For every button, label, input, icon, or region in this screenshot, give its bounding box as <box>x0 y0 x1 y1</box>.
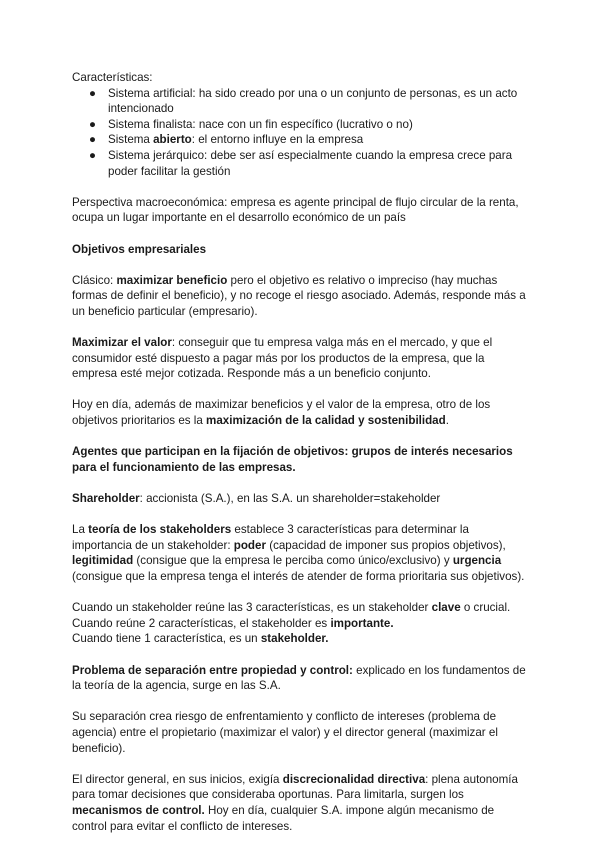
cuando-line-2: Cuando reúne 2 características, el stakeholder es importante. <box>72 616 394 630</box>
caracteristicas-list <box>72 86 532 180</box>
problema-paragraph: Problema de separación entre propiedad y control: explicado en los fundamentos de la teoría de la agencia, surge en las S.A. <box>72 663 526 693</box>
bullet-icon: ● <box>89 86 97 100</box>
document-page <box>72 70 532 834</box>
perspectiva-paragraph: Perspectiva macroeconómica: empresa es agente principal de flujo circular de la renta, ocupa un lugar importante en el desarrollo económico de un país <box>72 195 519 225</box>
maximizar-valor-paragraph: Maximizar el valor: conseguir que tu empresa valga más en el mercado, y que el consumidor esté dispuesto a pagar más por los productos de la empresa, que la empresa esté mejor cotizada. Responde más a un beneficio conjunto. <box>72 336 493 381</box>
agentes-heading: Agentes que participan en la fijación de objetivos: grupos de interés necesarios para el funcionamiento de las empresas. <box>72 445 513 474</box>
separacion-paragraph: Su separación crea riesgo de enfrentamiento y conflicto de intereses (problema de agencia) entre el propietario (maximizar el valor) y el director general (maximizar el beneficio). <box>72 710 498 755</box>
cuando-line-1: Cuando un stakeholder reúne las 3 características, es un stakeholder clave o crucial. <box>72 601 511 615</box>
clasico-paragraph: Clásico: maximizar beneficio pero el objetivo es relativo o impreciso (hay muchas formas de definir el beneficio), y no recoge el riesgo asociado. Además, responde más a un beneficio particular (empresario). <box>72 273 526 318</box>
bullet-icon: ● <box>89 133 97 147</box>
list-item: ● Sistema artificial: ha sido creado por una o un conjunto de personas, es un acto intencionado <box>89 86 518 116</box>
bullet-icon: ● <box>89 117 97 131</box>
list-item: ● Sistema abierto: el entorno influye en la empresa <box>89 133 364 147</box>
list-item: ● Sistema jerárquico: debe ser así especialmente cuando la empresa crece para poder facilitar la gestión <box>89 148 513 178</box>
cuando-line-3: Cuando tiene 1 característica, es un stakeholder. <box>72 632 329 646</box>
director-paragraph: El director general, en sus inicios, exigía discrecionalidad directiva: plena autonomía para tomar decisiones que consideraba oportunas. Para limitarla, surgen los mecanismos de control. Hoy en día, cualquier S.A. impone algún mecanismo de control para evitar el conflicto de intereses. <box>72 772 518 833</box>
shareholder-paragraph: Shareholder: accionista (S.A.), en las S.A. un shareholder=stakeholder <box>72 492 441 506</box>
objetivos-heading: Objetivos empresariales <box>72 242 207 256</box>
hoy-paragraph: Hoy en día, además de maximizar beneficios y el valor de la empresa, otro de los objetivos prioritarios es la maximización de la calidad y sostenibilidad. <box>72 398 491 428</box>
list-item: ● Sistema finalista: nace con un fin específico (lucrativo o no) <box>89 117 413 131</box>
bullet-icon: ● <box>89 148 97 162</box>
caracteristicas-title: Características: <box>72 71 153 84</box>
teoria-paragraph: La teoría de los stakeholders establece 3 características para determinar la importancia de un stakeholder: poder (capacidad de imponer sus propios objetivos), legitimidad (consigue que la empresa le perciba como único/exclusivo) y urgencia (consigue que la empresa tenga el interés de atender de forma prioritaria sus objetivos). <box>72 523 525 583</box>
